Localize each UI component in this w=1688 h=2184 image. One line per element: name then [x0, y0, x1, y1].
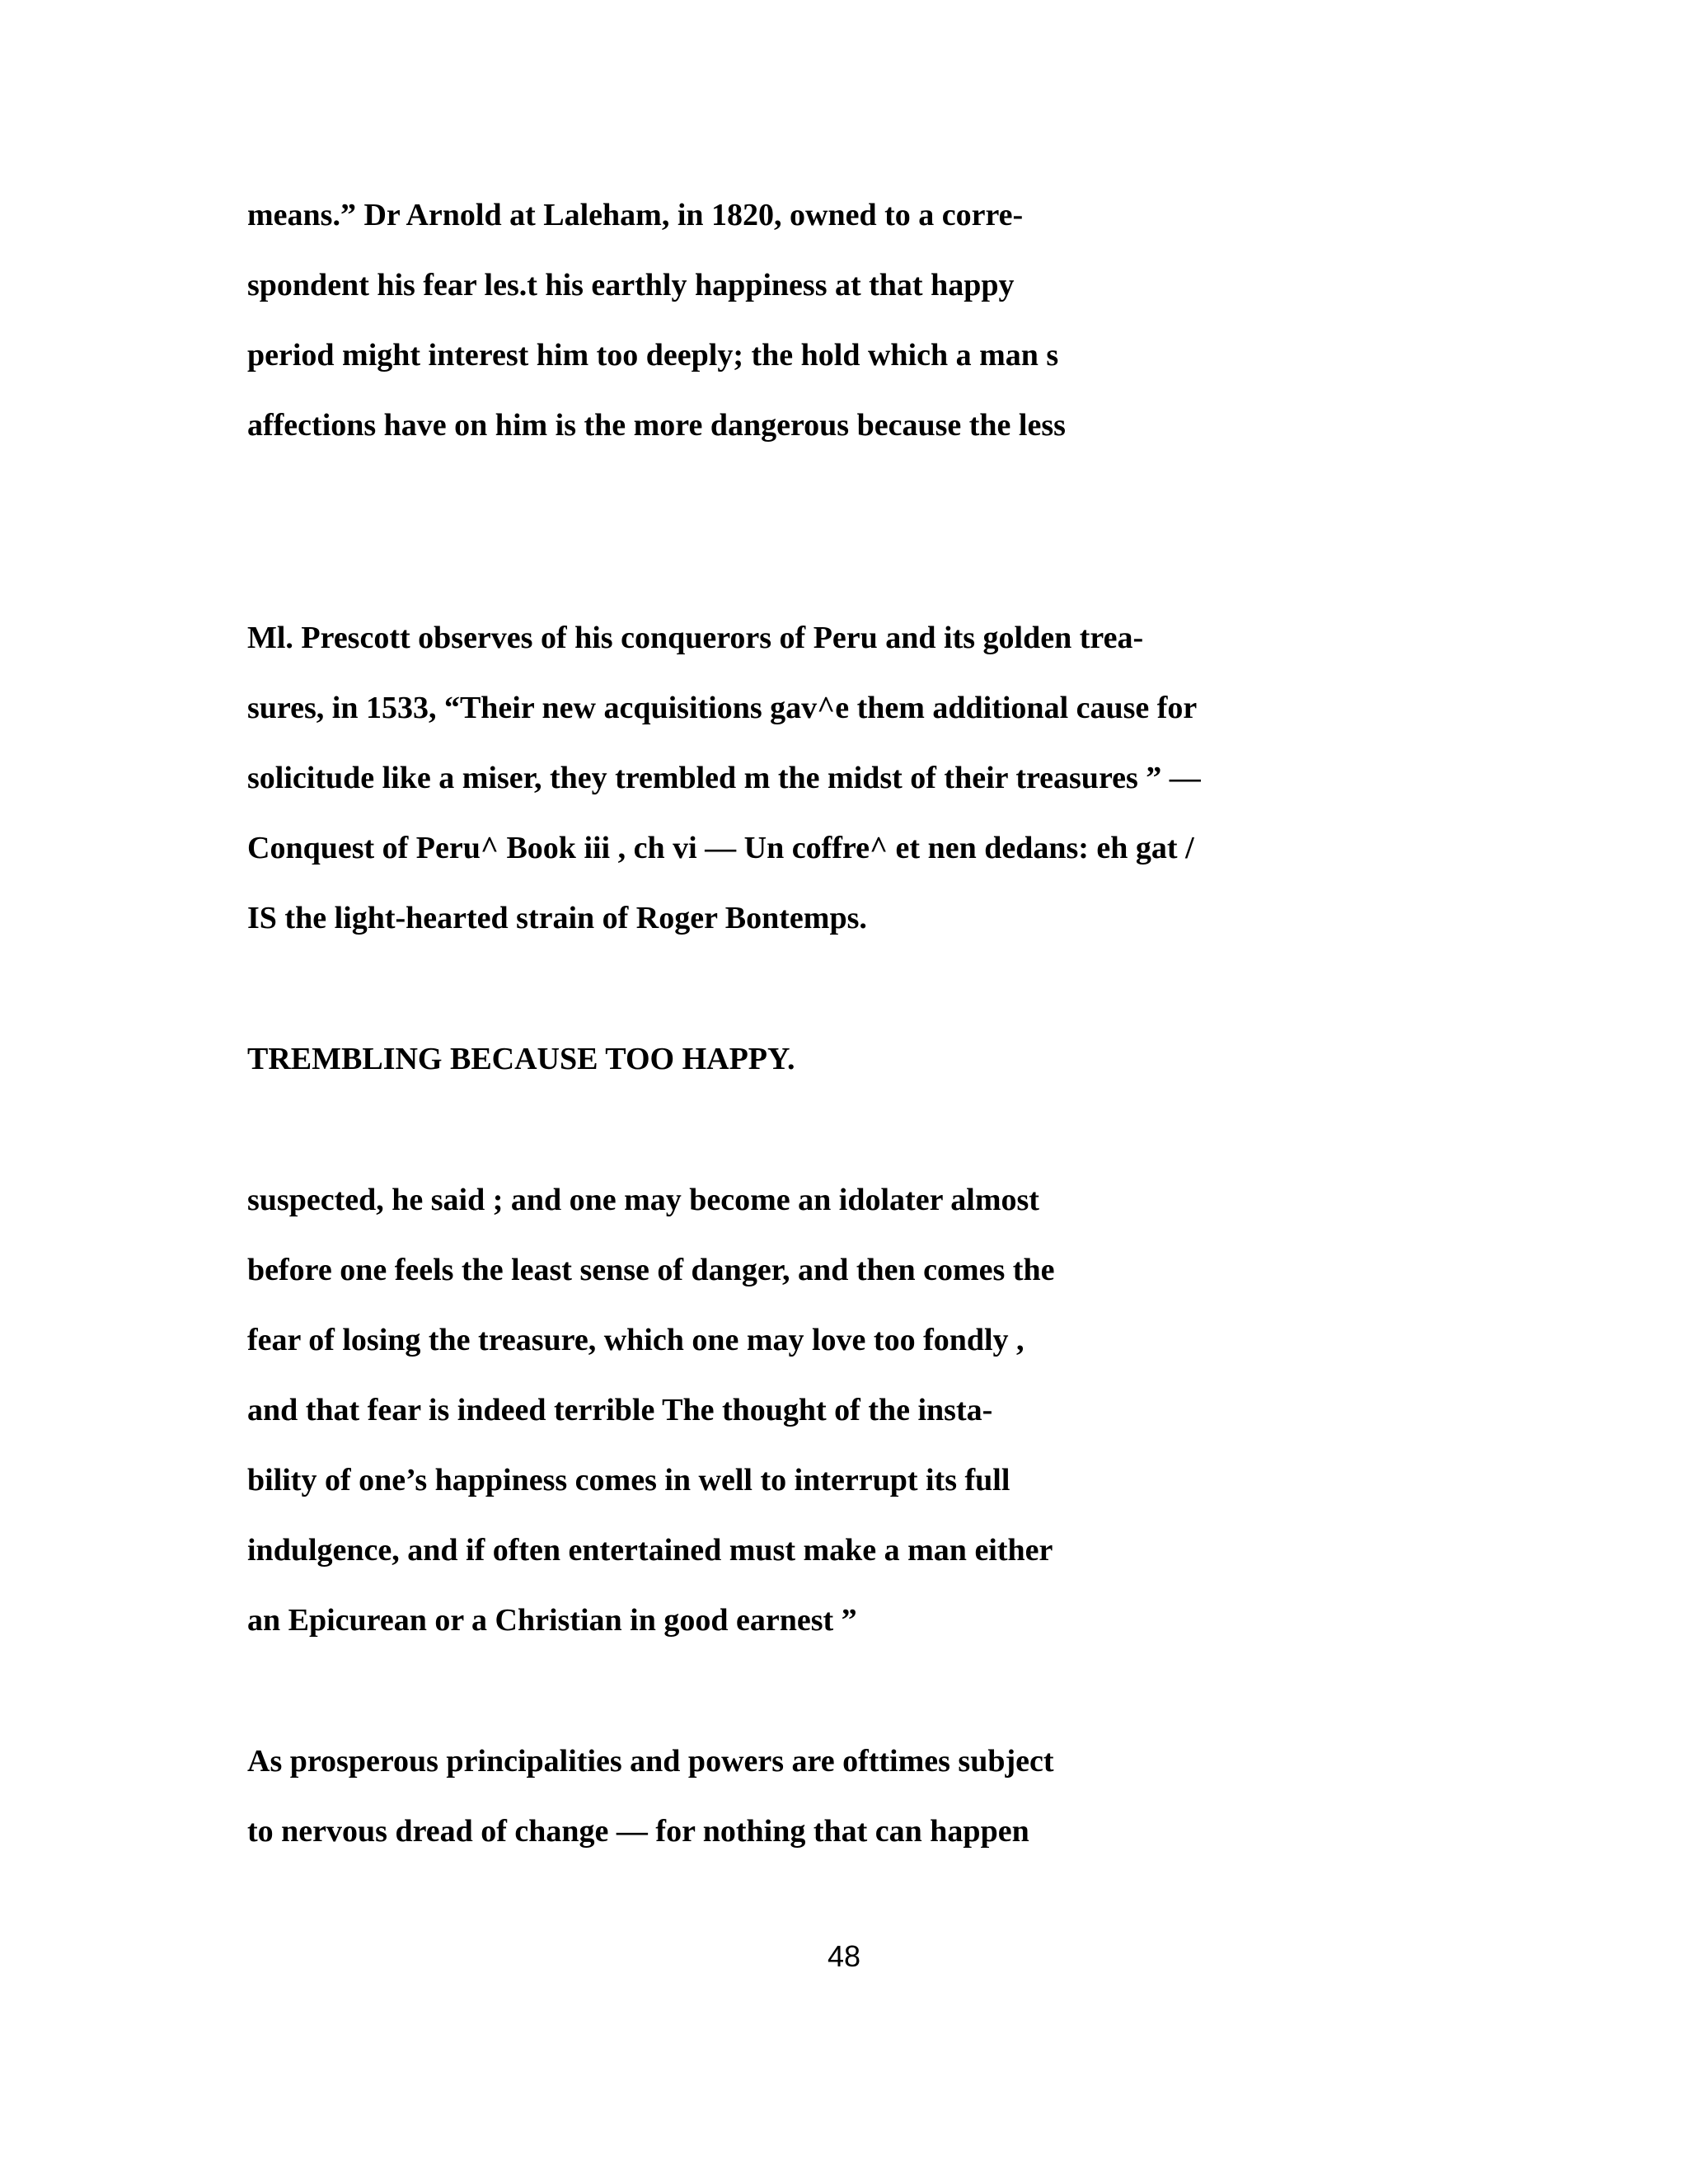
text-line: an Epicurean or a Christian in good earnest ”	[247, 1603, 857, 1638]
text-line: fear of losing the treasure, which one may love too fondly ,	[247, 1323, 1025, 1357]
text-line: spondent his fear les.t his earthly happiness at that happy	[247, 268, 1015, 302]
text-line: Conquest of Peru^ Book iii , ch vi — Un coffre^ et nen dedans: eh gat /	[247, 831, 1194, 865]
text-line: indulgence, and if often entertained must make a man either	[247, 1533, 1053, 1568]
text-line: and that fear is indeed terrible The thought of the insta-	[247, 1393, 993, 1427]
text-line: Ml. Prescott observes of his conquerors of Peru and its golden trea-	[247, 621, 1144, 655]
text-line: before one feels the least sense of danger, and then comes the	[247, 1253, 1055, 1287]
text-line: sures, in 1533, “Their new acquisitions gav^e them additional cause for	[247, 691, 1198, 725]
text-line: period might interest him too deeply; the hold which a man s	[247, 338, 1059, 373]
text-line: suspected, he said ; and one may become an idolater almost	[247, 1183, 1039, 1217]
section-heading: TREMBLING BECAUSE TOO HAPPY.	[247, 1042, 795, 1076]
text-line: affections have on him is the more dangerous because the less	[247, 408, 1066, 443]
text-line: solicitude like a miser, they trembled m the midst of their treasures ” —	[247, 761, 1201, 795]
text-line: bility of one’s happiness comes in well to interrupt its full	[247, 1463, 1010, 1497]
text-line: IS the light-hearted strain of Roger Bontemps.	[247, 901, 867, 935]
text-line: As prosperous principalities and powers are ofttimes subject	[247, 1744, 1054, 1779]
text-line: to nervous dread of change — for nothing that can happen	[247, 1814, 1029, 1849]
page-number: 48	[827, 1939, 861, 1973]
text-line: means.” Dr Arnold at Laleham, in 1820, owned to a corre-	[247, 198, 1024, 232]
